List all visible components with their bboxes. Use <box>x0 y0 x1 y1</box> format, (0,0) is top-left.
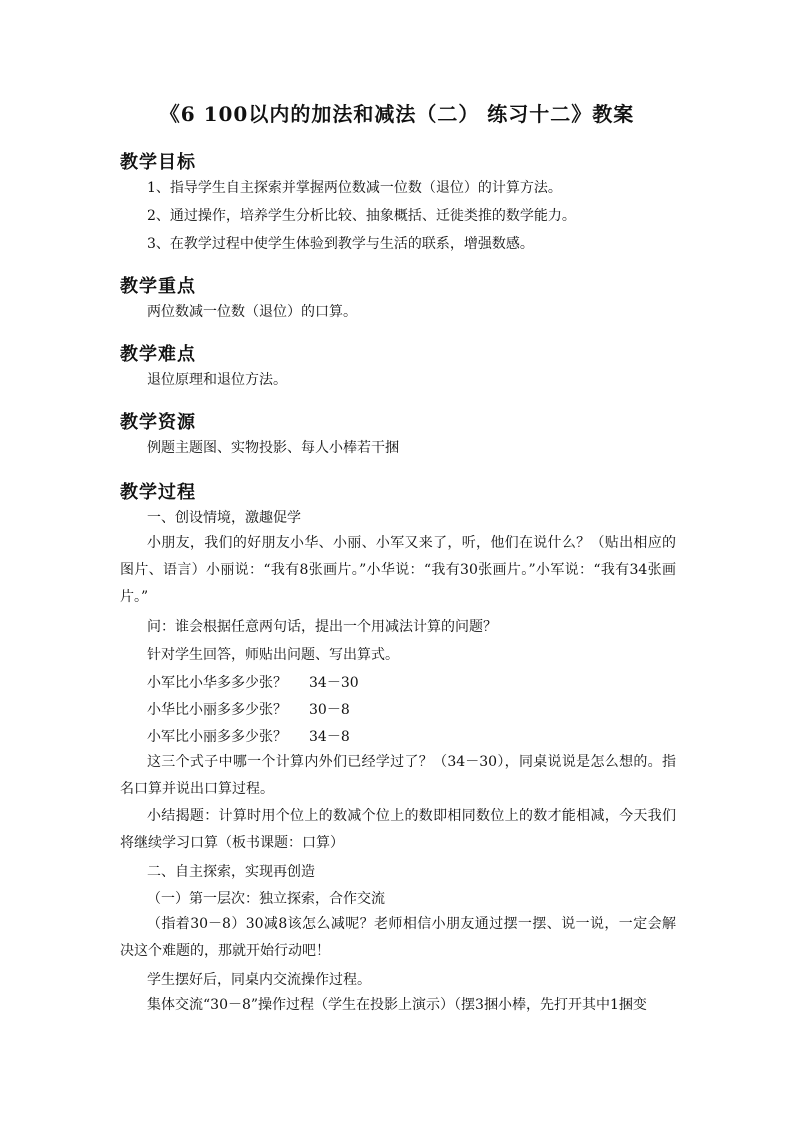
question-row <box>147 673 359 693</box>
heading-teaching-difficulty: 教学难点 <box>120 344 196 365</box>
process-paragraph: 小朋友，我们的好朋友小华、小丽、小军又来了，听，他们在说什么？（贴出相应的图片、语言）小丽说：“我有8张画片。”小华说：“我有30张画片。”小军说：“我有34张画片。” <box>120 535 676 605</box>
process-paragraph: 学生摆好后，同桌内交流操作过程。 <box>147 972 371 988</box>
process-paragraph: 二、自主探索，实现再创造 <box>147 864 315 880</box>
question-row <box>147 700 350 720</box>
heading-teaching-resources: 教学资源 <box>120 412 196 433</box>
question-text: 小军比小华多多少张？ <box>147 675 287 691</box>
process-paragraph: （指着30－8）30减8该怎么减呢？老师相信小朋友通过摆一摆、说一说，一定会解决这个难题的，那就开始行动吧！ <box>120 916 676 959</box>
process-paragraph: 针对学生回答，师贴出问题、写出算式。 <box>147 647 399 663</box>
equation: 30－8 <box>309 702 350 718</box>
process-paragraph: （一）第一层次：独立探索，合作交流 <box>147 891 385 907</box>
goal-item-3: 3、在教学过程中使学生体验到教学与生活的联系，增强数感。 <box>147 236 534 252</box>
key-text: 两位数减一位数（退位）的口算。 <box>147 304 357 320</box>
process-paragraph: 集体交流“30－8”操作过程（学生在投影上演示）（摆3捆小棒，先打开其中1捆变 <box>147 997 647 1013</box>
heading-teaching-process: 教学过程 <box>120 482 196 503</box>
heading-teaching-key: 教学重点 <box>120 276 196 297</box>
resources-text: 例题主题图、实物投影、每人小棒若干捆 <box>147 440 399 456</box>
difficulty-text: 退位原理和退位方法。 <box>147 372 287 388</box>
document-title: 《6 100以内的加法和减法（二） 练习十二》教案 <box>159 102 635 126</box>
process-paragraph: 小结揭题：计算时用个位上的数减个位上的数即相同数位上的数才能相减，今天我们将继续学习口算（板书课题：口算） <box>120 808 676 851</box>
process-paragraph: 一、创设情境，激趣促学 <box>147 510 301 526</box>
process-paragraph: 问：谁会根据任意两句话，提出一个用减法计算的问题？ <box>147 619 497 635</box>
goal-item-2: 2、通过操作，培养学生分析比较、抽象概括、迁徙类推的数学能力。 <box>147 208 576 224</box>
process-paragraph: 这三个式子中哪一个计算内外们已经学过了？（34－30），同桌说说是怎么想的。指名口算并说出口算过程。 <box>120 754 676 797</box>
question-text: 小华比小丽多多少张？ <box>147 702 287 718</box>
equation: 34－8 <box>309 729 350 745</box>
question-row <box>147 727 350 747</box>
equation: 34－30 <box>309 675 359 691</box>
heading-teaching-goal: 教学目标 <box>120 152 196 173</box>
goal-item-1: 1、指导学生自主探索并掌握两位数减一位数（退位）的计算方法。 <box>147 180 562 196</box>
question-text: 小军比小丽多多少张？ <box>147 729 287 745</box>
